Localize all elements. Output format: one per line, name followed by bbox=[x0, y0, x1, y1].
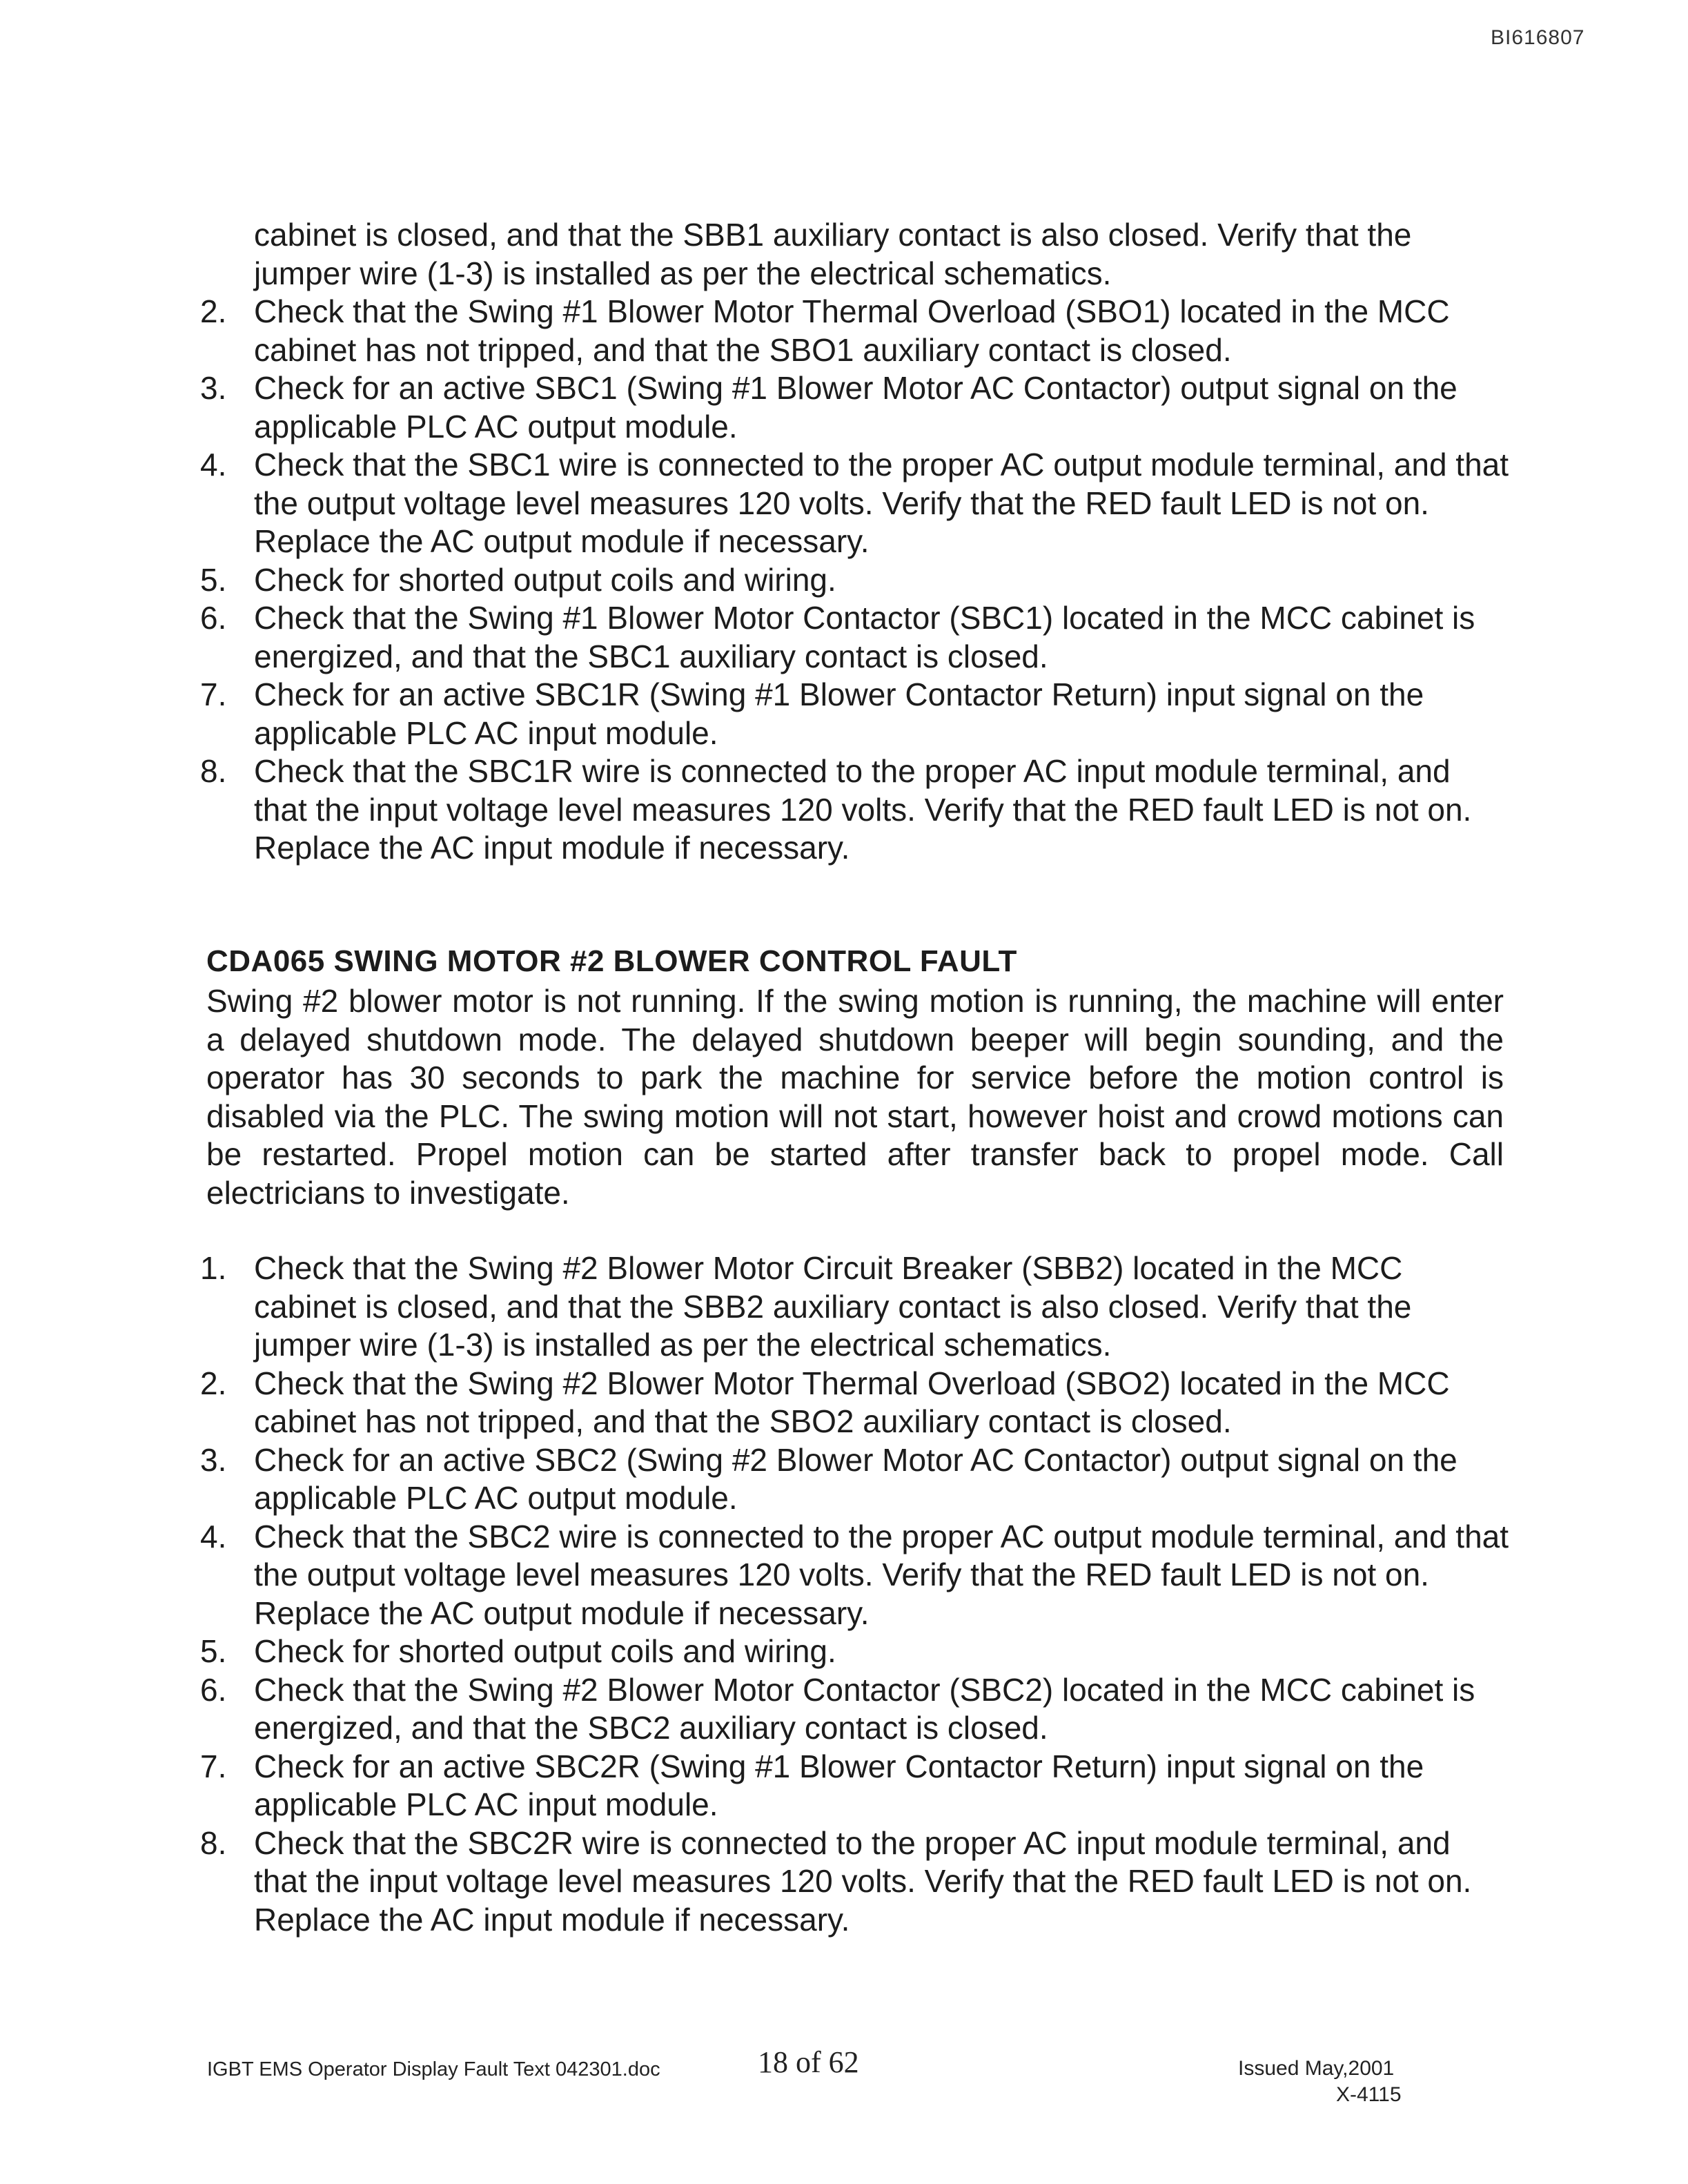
list-text: Check for an active SBC2 (Swing #2 Blower Motor AC Contactor) output signal on the applicable PLC AC output module. bbox=[254, 1441, 1458, 1516]
list-number: 6. bbox=[200, 1671, 227, 1708]
list-text: Check that the Swing #1 Blower Motor Contactor (SBC1) located in the MCC cabinet is energized, and that the SBC1 auxiliary contact is closed. bbox=[254, 600, 1475, 674]
list-number: 8. bbox=[200, 753, 227, 789]
list-text: Check that the SBC2R wire is connected to the proper AC input module terminal, and that the input voltage level measures 120 volts. Verify that the RED fault LED is not on. Replace the AC input module if necessary. bbox=[254, 1824, 1472, 1938]
list-text: Check that the SBC2 wire is connected to the proper AC output module terminal, and that the output voltage level measures 120 volts. Verify that the RED fault LED is not on. Replace the AC output module if necessary. bbox=[254, 1518, 1509, 1631]
list-item bbox=[200, 446, 1511, 561]
list-text: Check for an active SBC2R (Swing #1 Blower Contactor Return) input signal on the applicable PLC AC input module. bbox=[254, 1748, 1424, 1822]
list-item bbox=[200, 1671, 1511, 1748]
list-text: Check that the Swing #2 Blower Motor Contactor (SBC2) located in the MCC cabinet is energized, and that the SBC2 auxiliary contact is closed. bbox=[254, 1671, 1475, 1746]
list-item bbox=[200, 676, 1511, 752]
list-text: Check that the Swing #2 Blower Motor Circuit Breaker (SBB2) located in the MCC cabinet is closed, and that the SBB2 auxiliary contact is also closed. Verify that the jumper wire (1-3) is installed as per the electrical schematics. bbox=[254, 1250, 1412, 1363]
list-item bbox=[200, 369, 1511, 446]
list-text: Check that the Swing #1 Blower Motor Thermal Overload (SBO1) located in the MCC cabinet has not tripped, and that the SBO1 auxiliary contact is closed. bbox=[254, 293, 1450, 368]
list-number: 6. bbox=[200, 600, 227, 636]
continuation-text: cabinet is closed, and that the SBB1 auxiliary contact is also closed. Verify that the jumper wire (1-3) is installed as per the electrical schematics. bbox=[254, 217, 1412, 291]
list-item bbox=[200, 1441, 1511, 1518]
section-paragraph: Swing #2 blower motor is not running. If the swing motion is running, the machine will enter a delayed shutdown mode. The delayed shutdown beeper will begin sounding, and the operator has 30 seconds to park the machine for service before the motion control is disabled via the PLC. The swing motion will not start, however hoist and crowd motions can be restarted. Propel motion can be started after transfer back to propel mode. Call electricians to investigate. bbox=[206, 983, 1504, 1211]
list-text: Check that the Swing #2 Blower Motor Thermal Overload (SBO2) located in the MCC cabinet has not tripped, and that the SBO2 auxiliary contact is closed. bbox=[254, 1365, 1450, 1439]
list-swing1 bbox=[200, 293, 1511, 868]
list-text: Check for shorted output coils and wiring. bbox=[254, 1633, 836, 1669]
list-number: 7. bbox=[200, 676, 227, 712]
document-id: BI616807 bbox=[1491, 26, 1585, 49]
list-text: Check that the SBC1R wire is connected to the proper AC input module terminal, and that the input voltage level measures 120 volts. Verify that the RED fault LED is not on. Replace the AC input module if necessary. bbox=[254, 753, 1472, 866]
list-number: 3. bbox=[200, 370, 227, 406]
footer-issued-date: Issued May,2001 bbox=[1238, 2057, 1395, 2080]
footer-page-number: 18 of 62 bbox=[758, 2045, 859, 2079]
list-number: 1. bbox=[200, 1250, 227, 1286]
list-item bbox=[200, 752, 1511, 868]
list-item bbox=[200, 1249, 1511, 1365]
list-item bbox=[200, 599, 1511, 676]
list-number: 8. bbox=[200, 1824, 227, 1861]
list-text: Check that the SBC1 wire is connected to the proper AC output module terminal, and that the output voltage level measures 120 volts. Verify that the RED fault LED is not on. Replace the AC output module if necessary. bbox=[254, 447, 1509, 559]
list-text: Check for an active SBC1 (Swing #1 Blower Motor AC Contactor) output signal on the applicable PLC AC output module. bbox=[254, 370, 1458, 445]
list-item bbox=[200, 1365, 1511, 1441]
list-item bbox=[200, 1824, 1511, 1940]
list-number: 5. bbox=[200, 561, 227, 598]
list-item bbox=[200, 561, 1511, 600]
list-number: 3. bbox=[200, 1441, 227, 1478]
list-text: Check for an active SBC1R (Swing #1 Blower Contactor Return) input signal on the applicable PLC AC input module. bbox=[254, 676, 1424, 751]
list-item bbox=[200, 1748, 1511, 1824]
list-number: 5. bbox=[200, 1633, 227, 1669]
list-swing2 bbox=[200, 1249, 1511, 1939]
list-text: Check for shorted output coils and wiring. bbox=[254, 561, 836, 598]
list-number: 4. bbox=[200, 447, 227, 482]
footer-filename: IGBT EMS Operator Display Fault Text 042301.doc bbox=[207, 2058, 660, 2080]
list-number: 4. bbox=[200, 1518, 227, 1554]
list-item bbox=[200, 1632, 1511, 1671]
section-heading: CDA065 SWING MOTOR #2 BLOWER CONTROL FAULT bbox=[206, 944, 1017, 978]
list-item bbox=[200, 1518, 1511, 1633]
list-number: 7. bbox=[200, 1748, 227, 1784]
list-number: 2. bbox=[200, 1365, 227, 1401]
footer-doc-code: X-4115 bbox=[1336, 2083, 1402, 2106]
list-item bbox=[200, 293, 1511, 369]
list-number: 2. bbox=[200, 293, 227, 329]
